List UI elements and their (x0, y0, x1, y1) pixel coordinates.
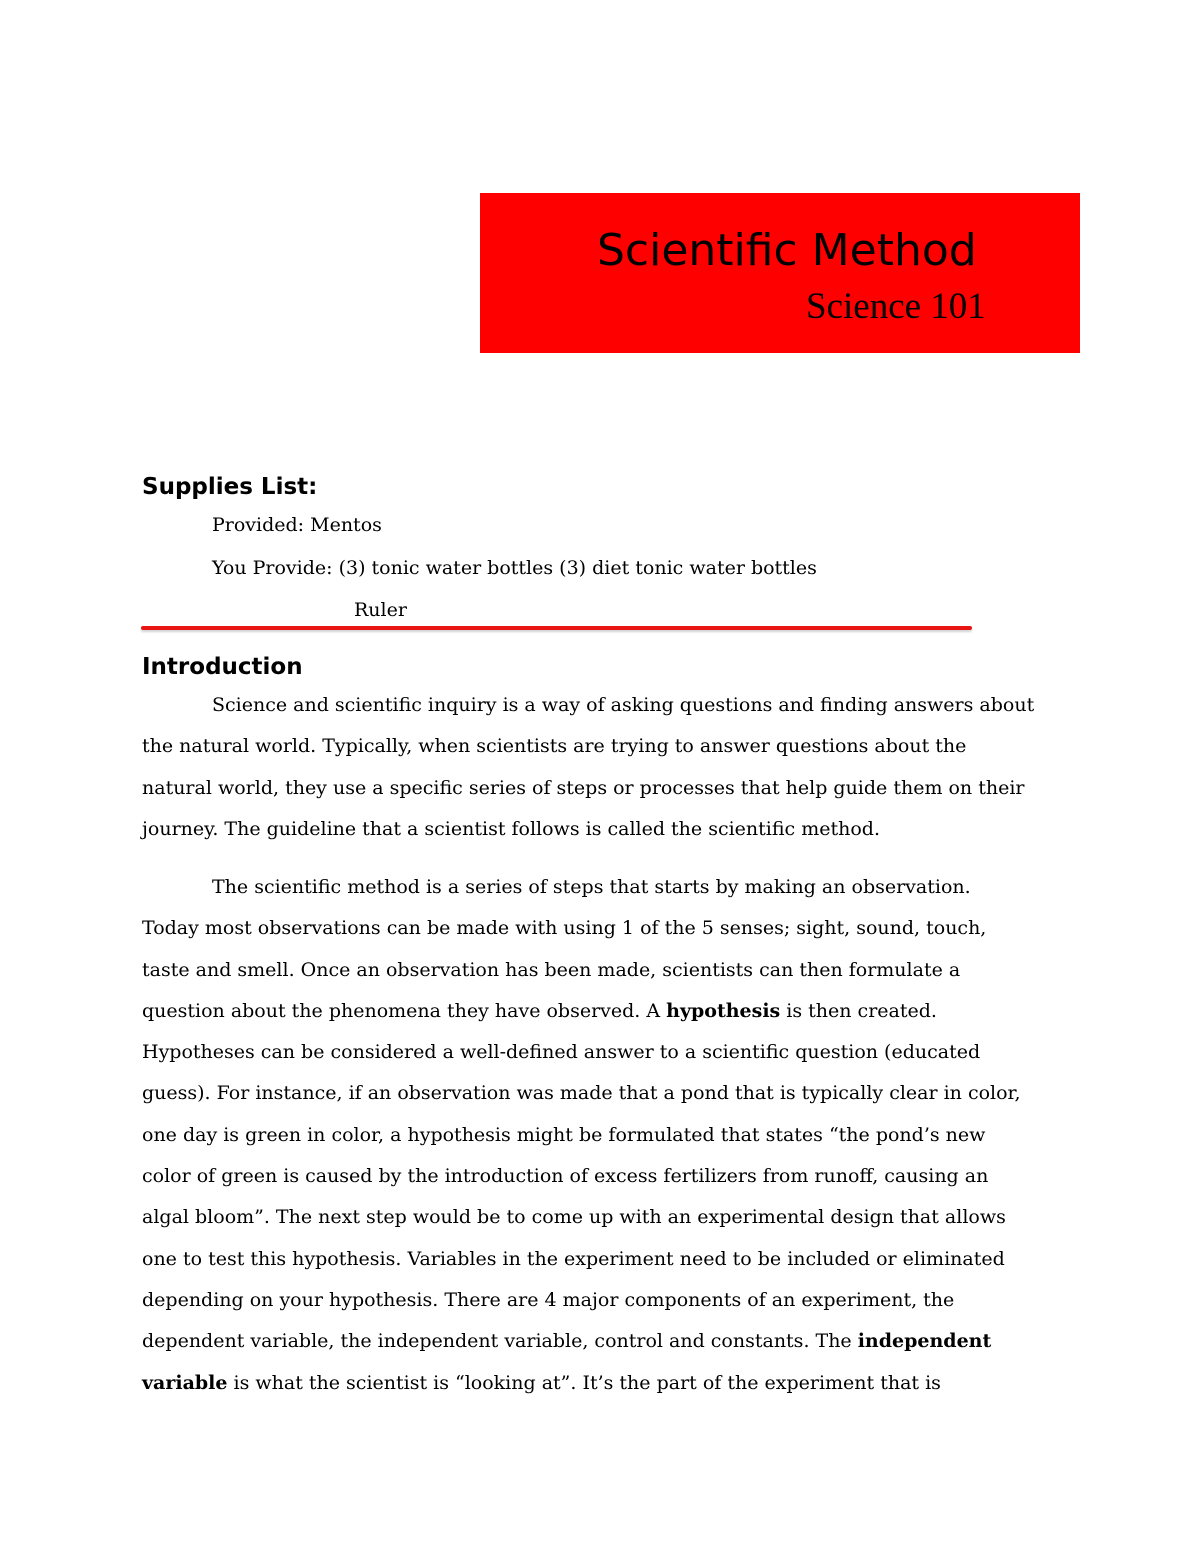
paragraph-line: journey. The guideline that a scientist follows is called the scientific method. (142, 817, 880, 840)
paragraph-line: color of green is caused by the introduction of excess fertilizers from runoff, causing an (142, 1165, 989, 1188)
term-hypothesis: hypothesis (666, 999, 781, 1022)
paragraph-line: The scientific method is a series of steps that starts by making an observation. (212, 876, 971, 898)
introduction-heading: Introduction (142, 654, 303, 680)
intro-paragraph-2 (142, 867, 1062, 1404)
paragraph-line: one to test this hypothesis. Variables in the experiment need to be included or eliminated (142, 1247, 1005, 1270)
term-variable: variable (142, 1371, 228, 1394)
supplies-you-provide: You Provide: (3) tonic water bottles (3) diet tonic water bottles (212, 557, 817, 579)
paragraph-line: question about the phenomena they have observed. A hypothesis is then created. (142, 999, 937, 1022)
intro-paragraph-1 (142, 685, 1062, 850)
paragraph-line: Hypotheses can be considered a well-defined answer to a scientific question (educated (142, 1041, 981, 1064)
paragraph-line: dependent variable, the independent variable, control and constants. The independent (142, 1330, 992, 1353)
paragraph-line: natural world, they use a specific series of steps or processes that help guide them on their (142, 776, 1025, 799)
document-title: Scientific Method (597, 225, 977, 276)
section-divider (141, 626, 972, 630)
paragraph-line: Today most observations can be made with using 1 of the 5 senses; sight, sound, touch, (142, 917, 987, 940)
supplies-provided: Provided: Mentos (212, 514, 382, 536)
paragraph-line: depending on your hypothesis. There are 4 major components of an experiment, the (142, 1288, 955, 1311)
paragraph-line: taste and smell. Once an observation has been made, scientists can then formulate a (142, 958, 961, 981)
paragraph-line: Science and scientific inquiry is a way of asking questions and finding answers about (212, 694, 1035, 716)
term-independent: independent (857, 1330, 992, 1353)
paragraph-line: algal bloom”. The next step would be to come up with an experimental design that allows (142, 1206, 1006, 1229)
document-subtitle: Science 101 (806, 286, 986, 327)
title-banner (480, 193, 1080, 353)
paragraph-line: variable is what the scientist is “looking at”. It’s the part of the experiment that is (142, 1371, 941, 1394)
paragraph-line: guess). For instance, if an observation was made that a pond that is typically clear in color, (142, 1082, 1021, 1105)
supplies-extra: Ruler (354, 599, 407, 621)
supplies-heading: Supplies List: (142, 474, 318, 500)
paragraph-line: one day is green in color, a hypothesis might be formulated that states “the pond’s new (142, 1123, 986, 1146)
paragraph-line: the natural world. Typically, when scientists are trying to answer questions about the (142, 735, 967, 758)
